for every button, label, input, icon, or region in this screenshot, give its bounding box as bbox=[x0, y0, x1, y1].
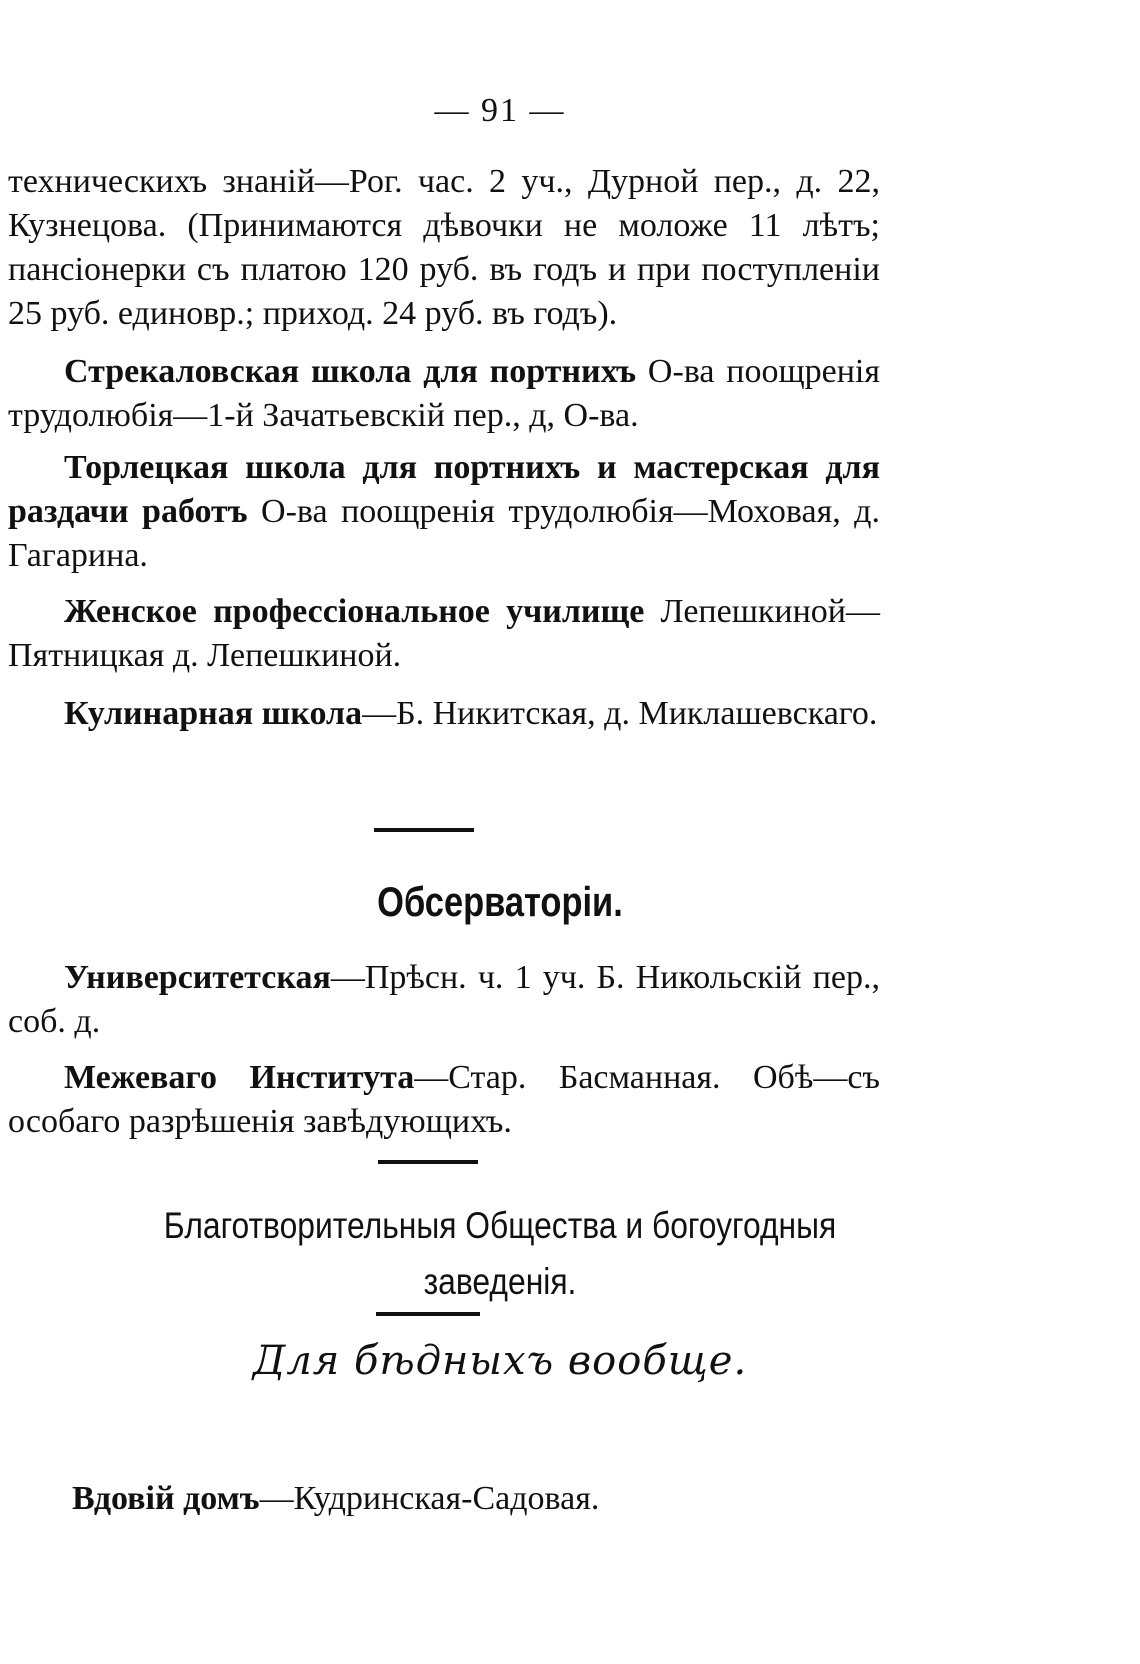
paragraph-technical-knowledge: техническихъ знаній—Рог. час. 2 уч., Дурной пер., д. 22, Кузнецова. (Принимаются дѣвочки не моложе 11 лѣтъ; пансіонерки съ платою 120 руб. въ годъ и при поступленіи 25 руб. единовр.; приход. 24 руб. въ годъ). bbox=[8, 163, 880, 332]
section-divider bbox=[374, 828, 474, 832]
paragraph-survey-institute-observatory bbox=[8, 1056, 880, 1144]
subsection-title-poor: Для бѣдныхъ вообще. bbox=[252, 1338, 748, 1384]
entry-widows-house bbox=[72, 1480, 599, 1518]
institution-name: Вдовій домъ bbox=[72, 1480, 260, 1517]
text-block-observatories bbox=[8, 956, 880, 1144]
paragraph-culinary-school bbox=[8, 692, 880, 736]
section-title-line: заведенія. bbox=[423, 1261, 577, 1302]
school-details: —Б. Никитская, д. Миклашевскаго. bbox=[362, 695, 878, 732]
paragraph-strekalov-school bbox=[8, 350, 880, 438]
page-number: — 91 — bbox=[434, 92, 566, 129]
school-name: Стрекаловская школа для портнихъ bbox=[64, 353, 637, 390]
school-details: О-ва поощренія трудолюбія—Моховая, д. Гагарина. bbox=[8, 493, 880, 574]
school-name: Торлецкая школа для портнихъ и мастерская для раздачи работъ bbox=[8, 449, 880, 530]
observatory-name: Межеваго Института bbox=[64, 1059, 415, 1096]
section-divider bbox=[378, 1160, 478, 1164]
school-name: Женское профессіональное училище bbox=[64, 593, 645, 630]
text-block-schools bbox=[8, 160, 880, 736]
observatory-details: —Прѣсн. ч. 1 уч. Б. Никольскій пер., соб. д. bbox=[8, 959, 880, 1040]
paragraph-torletsky-school bbox=[8, 446, 880, 578]
section-title-observatories: Обсерваторіи. bbox=[377, 878, 623, 925]
institution-details: —Кудринская-Садовая. bbox=[259, 1480, 600, 1517]
school-name: Кулинарная школа bbox=[64, 695, 363, 732]
section-title-charity bbox=[70, 1198, 930, 1310]
paragraph-women-professional-school bbox=[8, 590, 880, 678]
school-details: О-ва поощренія трудолюбія—1-й Зачатьевскій пер., д, О-ва. bbox=[8, 353, 880, 434]
paragraph-university-observatory bbox=[8, 956, 880, 1044]
section-divider bbox=[376, 1312, 480, 1316]
school-details: Лепешкиной—Пятницкая д. Лепешкиной. bbox=[8, 593, 880, 674]
section-title-line: Благотворительныя Общества и богоугодныя bbox=[163, 1205, 837, 1246]
observatory-details: —Стар. Басманная. Обѣ—съ особаго разрѣшенія завѣдующихъ. bbox=[8, 1059, 880, 1140]
observatory-name: Университетская bbox=[64, 959, 331, 996]
